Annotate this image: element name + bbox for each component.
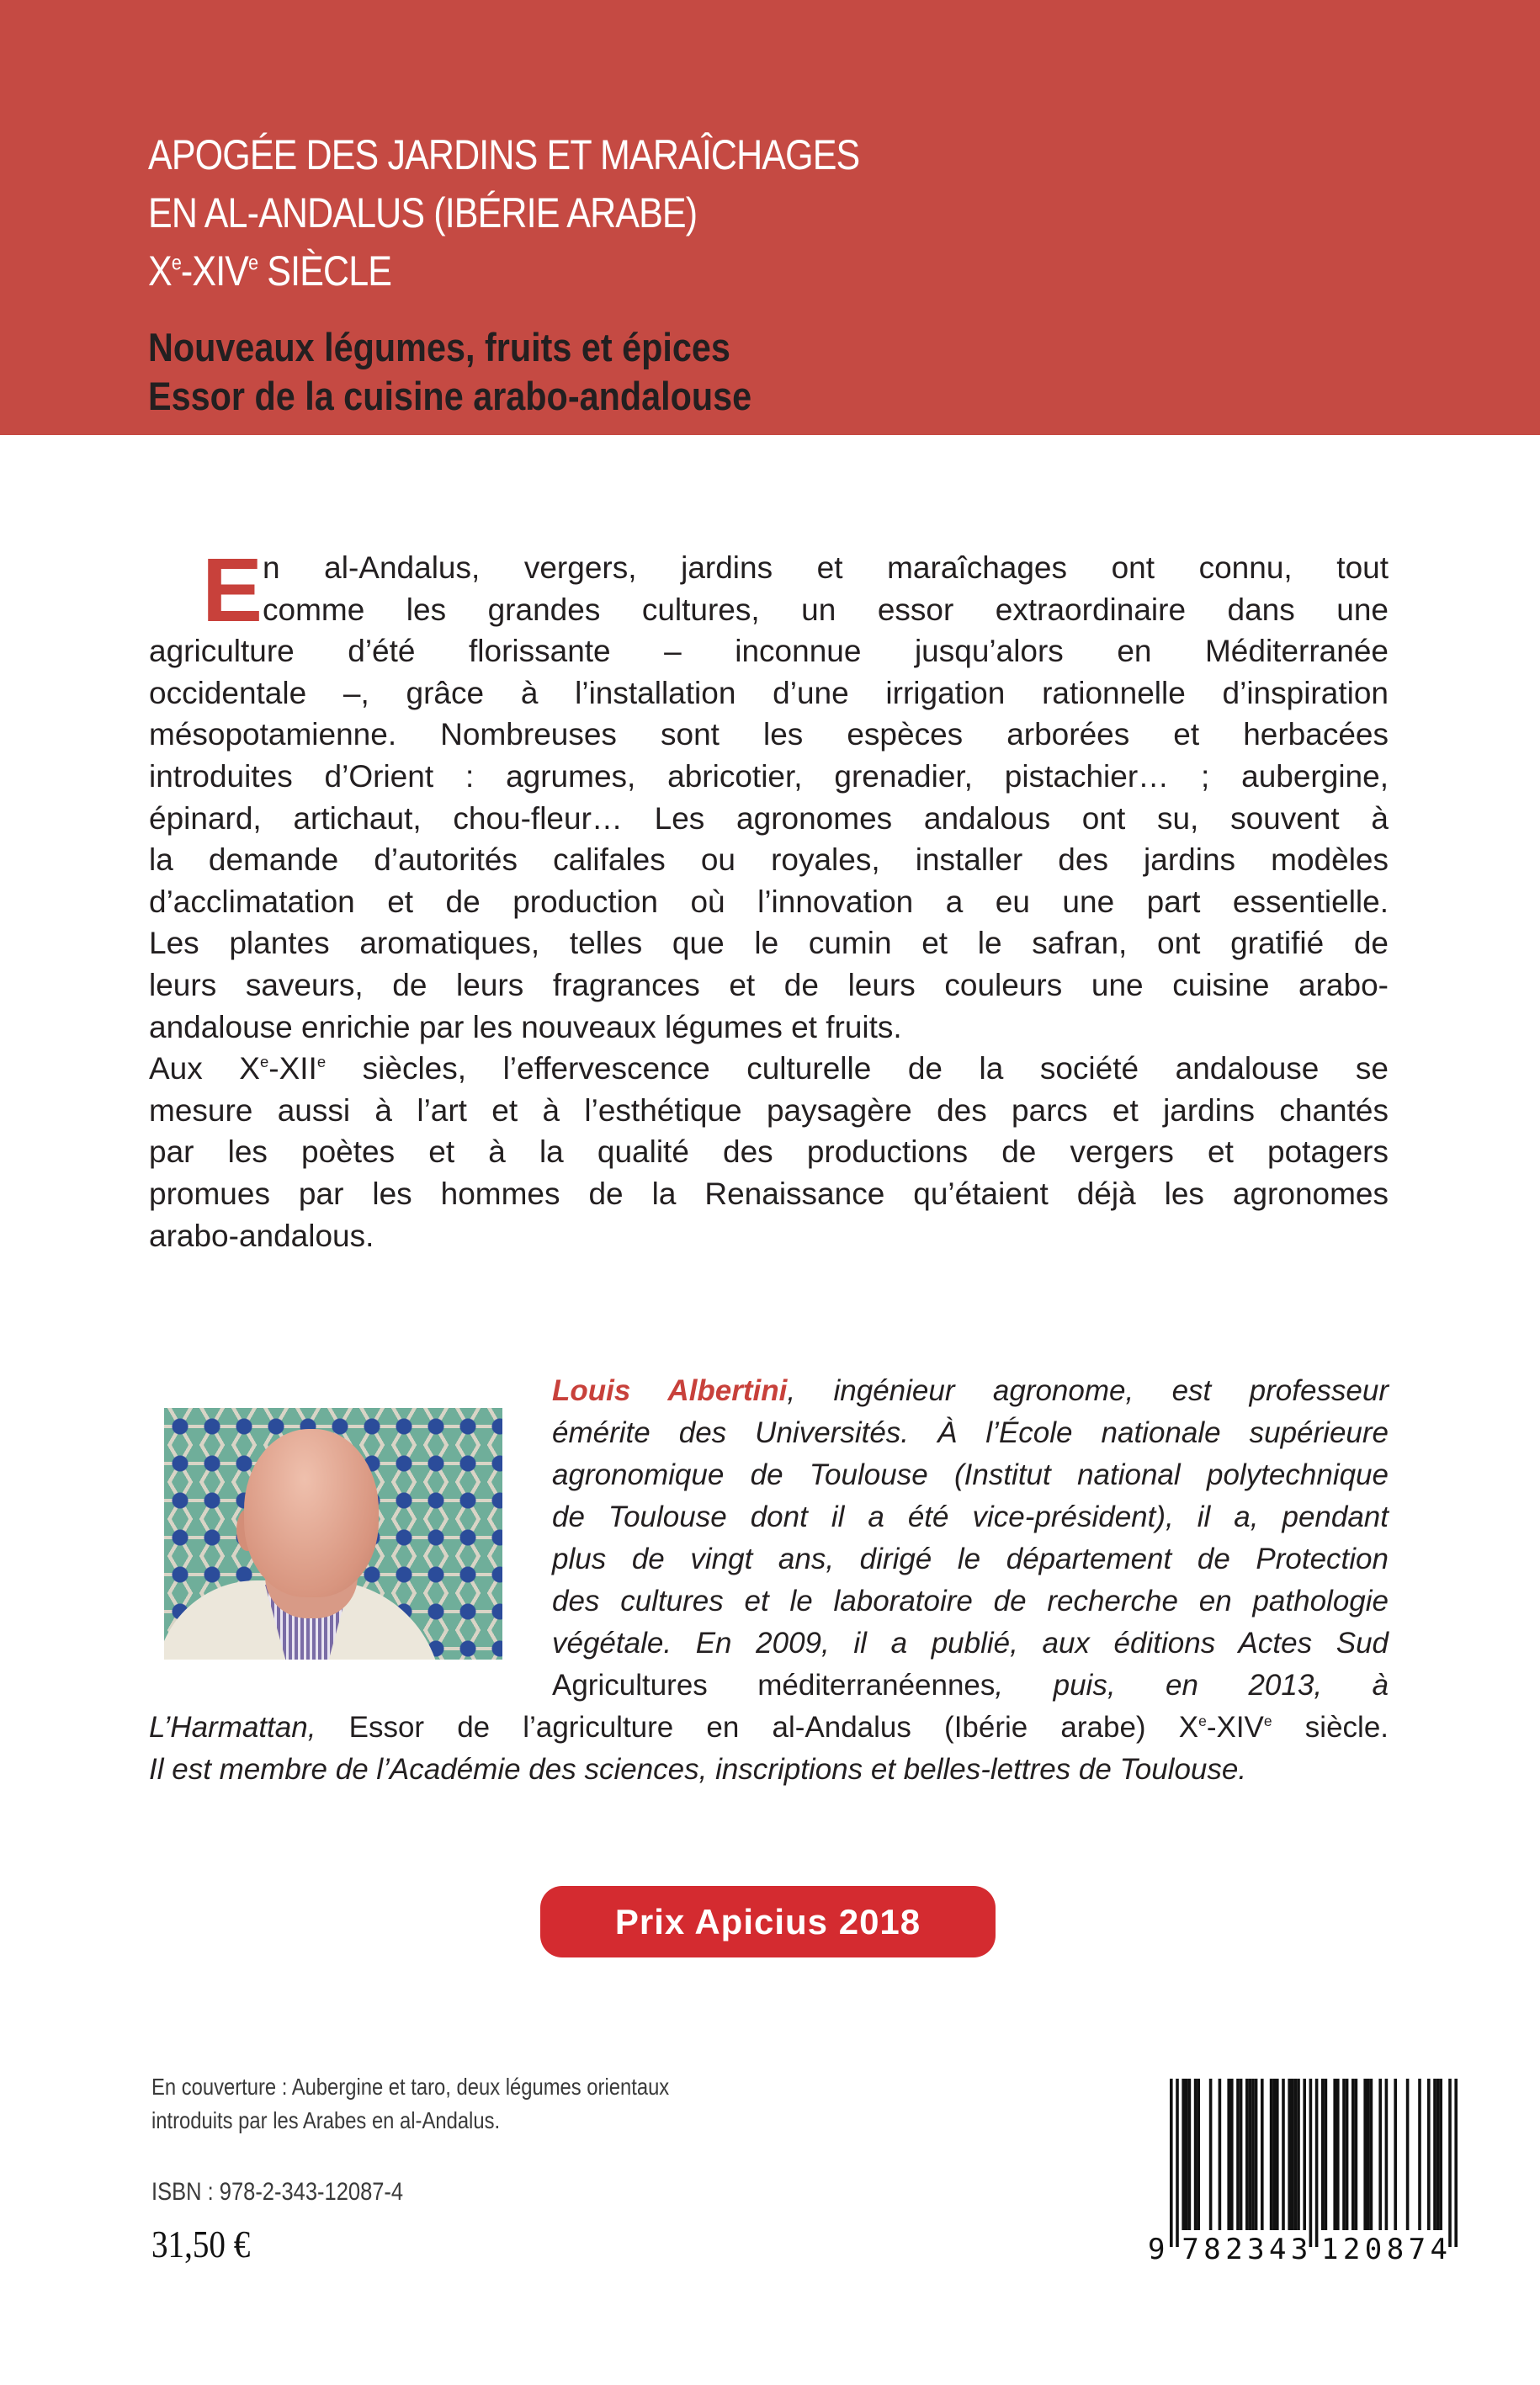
- text-line: [149, 1048, 1389, 1090]
- book-title: [148, 126, 859, 300]
- caption-line: En couverture : Aubergine et taro, deux légumes orientaux: [151, 2074, 670, 2100]
- barcode-bar: [1249, 2079, 1252, 2230]
- paragraph-2: [149, 1048, 1389, 1256]
- text-line: émérite des Universités. À l’École nationale supérieure: [552, 1416, 1389, 1449]
- text-line: agriculture d’été florissante – inconnue jusqu’alors en Méditerranée: [149, 634, 1389, 669]
- title-sup: e: [171, 251, 181, 275]
- caption-line: introduits par les Arabes en al-Andalus.: [151, 2107, 501, 2133]
- barcode-bar: [1240, 2079, 1243, 2230]
- text-line: occidentale –, grâce à l’installation d’une irrigation rationnelle d’inspiration: [149, 675, 1389, 710]
- barcode-digits: 782343: [1182, 2233, 1309, 2264]
- barcode-bar: [1406, 2079, 1410, 2230]
- author-bio-column: [552, 1370, 1389, 1707]
- sup: e: [1263, 1712, 1272, 1729]
- text-line: agronomique de Toulouse (Institut national polytechnique: [552, 1458, 1389, 1491]
- barcode-bar: [1251, 2079, 1255, 2230]
- drop-cap: E: [202, 539, 263, 640]
- book-subtitle: [148, 323, 751, 421]
- text: -XII: [268, 1051, 317, 1086]
- title-line-3: [148, 242, 859, 300]
- barcode-bar: [1297, 2079, 1300, 2230]
- text-line: par les poètes et à la qualité des productions de vergers et potagers: [149, 1134, 1389, 1170]
- price: 31,50 €: [151, 2223, 251, 2265]
- text-line: végétale. En 2009, il a publié, aux éditions Actes Sud: [552, 1627, 1389, 1660]
- barcode-bar: [1230, 2079, 1234, 2230]
- barcode-bar: [1282, 2079, 1285, 2230]
- barcode-digits: 120874: [1321, 2233, 1447, 2264]
- barcode-bar: [1255, 2079, 1258, 2230]
- barcode-bar: [1219, 2079, 1222, 2230]
- text-line: d’acclimatation et de production où l’innovation a eu une part essentielle.: [149, 884, 1389, 919]
- text-line: n al-Andalus, vergers, jardins et maraîchages ont connu, tout: [263, 550, 1389, 585]
- text-line: plus de vingt ans, dirigé le département de Protection: [552, 1543, 1389, 1575]
- text: , ingénieur agronome, est professeur: [787, 1374, 1389, 1407]
- text: Essor de l’agriculture en al-Andalus (Ibérie arabe) X: [348, 1711, 1199, 1744]
- isbn: ISBN : 978-2-343-12087-4: [151, 2178, 404, 2206]
- text-line: Il est membre de l’Académie des sciences, inscriptions et belles-lettres de Toulouse.: [149, 1753, 1247, 1786]
- barcode-bar: [1351, 2079, 1355, 2230]
- book-title-2: [349, 1711, 1389, 1744]
- text-line: comme les grandes cultures, un essor extraordinaire dans une: [263, 592, 1389, 627]
- barcode-digits: 9: [1148, 2233, 1166, 2264]
- barcode-bar: [1333, 2079, 1336, 2230]
- blurb-text: [149, 539, 1389, 1256]
- text-line: introduites d’Orient : agrumes, abricotier, grenadier, pistachier… ; aubergine,: [149, 758, 1389, 794]
- text: siècles, l’effervescence culturelle de la société andalouse se: [326, 1051, 1389, 1086]
- barcode-bar: [1370, 2079, 1373, 2230]
- barcode-bar: [1170, 2079, 1173, 2247]
- title-text: SIÈCLE: [258, 247, 392, 295]
- text-line: de Toulouse dont il a été vice-président), il a, pendant: [552, 1501, 1389, 1533]
- barcode-bar: [1448, 2079, 1452, 2247]
- text: -XIV: [1206, 1711, 1264, 1744]
- book-title-1: Agricultures méditerranéennes: [552, 1669, 996, 1702]
- text-line: leurs saveurs, de leurs fragrances et de leurs couleurs une cuisine arabo-: [149, 967, 1389, 1002]
- barcode-bar: [1433, 2079, 1436, 2230]
- barcode-bar: [1321, 2079, 1325, 2230]
- text-line: andalouse enrichie par les nouveaux légumes et fruits.: [149, 1009, 902, 1044]
- sup: e: [316, 1053, 327, 1071]
- header-band: [0, 0, 1540, 435]
- sup: e: [259, 1053, 269, 1071]
- barcode: [1136, 2079, 1473, 2264]
- barcode-bar: [1209, 2079, 1213, 2230]
- barcode-bar: [1394, 2079, 1397, 2230]
- text: siècle.: [1272, 1711, 1389, 1744]
- author-bio: [149, 1370, 1389, 1791]
- barcode-bar: [1303, 2079, 1306, 2230]
- barcode-bar: [1261, 2079, 1264, 2230]
- barcode-bar: [1367, 2079, 1370, 2230]
- barcode-bar: [1427, 2079, 1431, 2230]
- text: , puis, en 2013, à: [995, 1669, 1389, 1702]
- barcode-bar: [1227, 2079, 1230, 2230]
- barcode-bar: [1385, 2079, 1389, 2230]
- text-line: [149, 1707, 1389, 1749]
- barcode-bar: [1270, 2079, 1273, 2230]
- title-line-1: APOGÉE DES JARDINS ET MARAÎCHAGES: [148, 131, 860, 178]
- paragraph-1: [149, 539, 1389, 1048]
- prize-badge: Prix Apicius 2018: [540, 1886, 996, 1957]
- barcode-bar: [1439, 2079, 1442, 2230]
- barcode-bar: [1276, 2079, 1279, 2230]
- barcode-bar: [1418, 2079, 1421, 2230]
- cover-caption: [151, 2070, 669, 2138]
- text-line: mésopotamienne. Nombreuses sont les espèces arborées et herbacées: [149, 717, 1389, 752]
- text-line: mesure aussi à l’art et à l’esthétique paysagère des parcs et jardins chantés: [149, 1092, 1389, 1128]
- barcode-bar: [1342, 2079, 1346, 2230]
- text-line: la demande d’autorités califales ou royales, installer des jardins modèles: [149, 842, 1389, 878]
- text-line: arabo-andalous.: [149, 1218, 374, 1253]
- barcode-bar: [1363, 2079, 1367, 2230]
- text-line: épinard, artichaut, chou-fleur… Les agronomes andalous ont su, souvent à: [149, 800, 1389, 836]
- title-text: -XIV: [180, 247, 249, 295]
- barcode-bar: [1315, 2079, 1319, 2247]
- text: L’Harmattan,: [149, 1711, 349, 1744]
- barcode-bar: [1197, 2079, 1200, 2230]
- barcode-bar: [1378, 2079, 1382, 2230]
- barcode-bar: [1436, 2079, 1440, 2230]
- sup: e: [1198, 1712, 1207, 1729]
- title-sup: e: [248, 251, 258, 275]
- barcode-bar: [1194, 2079, 1197, 2230]
- barcode-bar: [1294, 2079, 1298, 2230]
- text-line: [552, 1665, 1389, 1707]
- text-line: [552, 1370, 1389, 1412]
- text-line: promues par les hommes de la Renaissance qu’étaient déjà les agronomes: [149, 1176, 1389, 1211]
- barcode-bar: [1288, 2079, 1291, 2230]
- barcode-bar: [1454, 2079, 1458, 2247]
- subtitle-line-1: Nouveaux légumes, fruits et épices: [148, 325, 730, 369]
- barcode-bar: [1346, 2079, 1349, 2230]
- barcode-bar: [1185, 2079, 1188, 2230]
- barcode-bar: [1176, 2079, 1179, 2247]
- barcode-bar: [1245, 2079, 1249, 2230]
- title-line-2: EN AL-ANDALUS (IBÉRIE ARABE): [148, 189, 698, 236]
- barcode-bar: [1291, 2079, 1294, 2230]
- text-line: Les plantes aromatiques, telles que le cumin et le safran, ont gratifié de: [149, 926, 1389, 961]
- text: Aux X: [149, 1051, 260, 1086]
- barcode-bar: [1188, 2079, 1192, 2230]
- barcode-bar: [1355, 2079, 1358, 2230]
- title-text: X: [148, 247, 172, 295]
- barcode-bar: [1236, 2079, 1240, 2230]
- author-name: Louis Albertini: [552, 1374, 788, 1407]
- barcode-bar: [1309, 2079, 1313, 2247]
- text-line: des cultures et le laboratoire de recherche en pathologie: [552, 1585, 1389, 1617]
- barcode-bar: [1336, 2079, 1340, 2230]
- subtitle-line-2: Essor de la cuisine arabo-andalouse: [148, 374, 752, 418]
- barcode-bar: [1272, 2079, 1276, 2230]
- barcode-bar: [1325, 2079, 1328, 2230]
- barcode-bar: [1182, 2079, 1185, 2230]
